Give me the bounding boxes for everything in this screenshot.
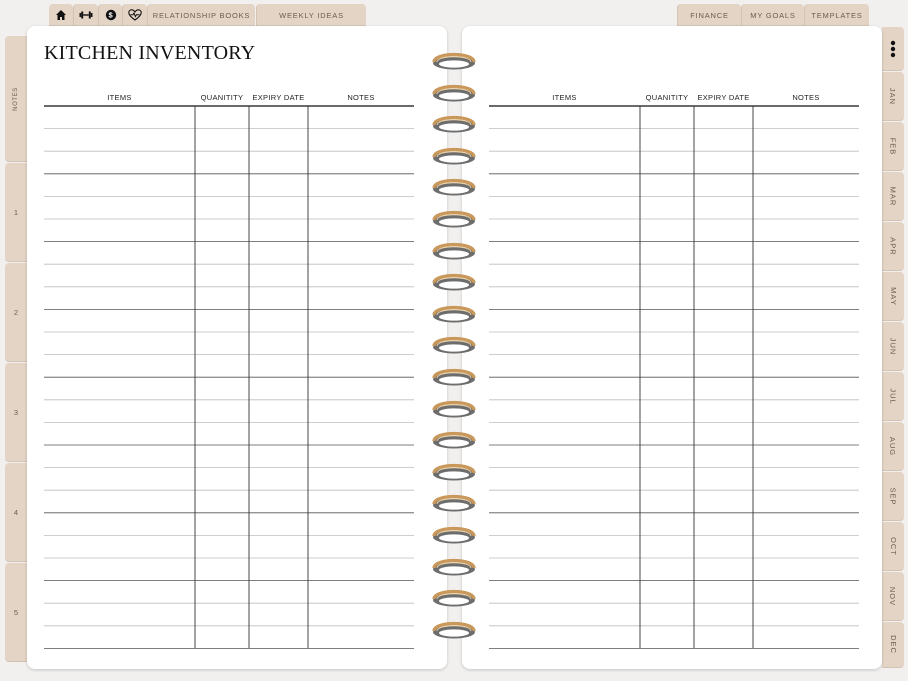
my-goals-tab[interactable]: MY GOALS (741, 4, 804, 26)
spiral-ring (429, 175, 479, 199)
col-header-notes: NOTES (792, 93, 820, 102)
month-tab-label: SEP (888, 486, 898, 506)
left-tab-label: 3 (13, 407, 19, 417)
spiral-ring (429, 397, 479, 421)
col-header-quantity: QUANITITY (200, 93, 244, 102)
month-tab-label: JUN (888, 337, 898, 355)
month-tab-label: FEB (888, 137, 898, 155)
inventory-table-left (44, 106, 414, 648)
spiral-ring (429, 428, 479, 452)
spiral-ring (429, 586, 479, 610)
spiral-ring (429, 239, 479, 263)
month-tab-label: APR (888, 236, 898, 256)
spiral-ring (429, 333, 479, 357)
month-tab-label: MAY (888, 286, 898, 306)
col-header-items: ITEMS (552, 93, 577, 102)
spiral-ring (429, 618, 479, 642)
left-tab-label: 2 (13, 307, 19, 317)
left-tab-label: 4 (13, 507, 19, 517)
spiral-ring (429, 112, 479, 136)
spiral-ring (429, 555, 479, 579)
col-header-expiry: EXPIRY DATE (252, 93, 305, 102)
spiral-ring (429, 523, 479, 547)
col-header-expiry: EXPIRY DATE (697, 93, 750, 102)
spiral-ring (429, 81, 479, 105)
inventory-table-right (489, 106, 859, 648)
page-title: KITCHEN INVENTORY (44, 42, 256, 64)
spiral-ring (429, 302, 479, 326)
spiral-ring (429, 49, 479, 73)
finance-tab[interactable]: FINANCE (677, 4, 741, 26)
month-tab-label: MAR (888, 186, 898, 206)
col-header-notes: NOTES (347, 93, 375, 102)
month-tab-label: JAN (888, 87, 898, 105)
weekly-ideas-tab[interactable]: WEEKLY IDEAS (256, 4, 366, 26)
left-tab-label: 1 (13, 207, 19, 217)
month-tab-label: AUG (888, 436, 898, 456)
svg-text:$: $ (108, 10, 113, 20)
left-tab-label: NOTES (13, 86, 20, 111)
templates-tab[interactable]: TEMPLATES (804, 4, 869, 26)
relationship-books-tab[interactable]: RELATIONSHIP BOOKS (147, 4, 255, 26)
spiral-ring (429, 207, 479, 231)
month-tab-label: DEC (888, 635, 898, 654)
col-header-items: ITEMS (107, 93, 132, 102)
spiral-ring (429, 270, 479, 294)
spiral-ring (429, 491, 479, 515)
spiral-ring (429, 365, 479, 389)
left-tab-label: 5 (13, 607, 19, 617)
spiral-ring (429, 144, 479, 168)
spiral-ring (429, 460, 479, 484)
month-tab-label: OCT (888, 536, 898, 556)
month-tab-label: NOV (888, 586, 898, 606)
col-header-quantity: QUANITITY (645, 93, 689, 102)
month-tab-label: JUL (888, 387, 898, 405)
